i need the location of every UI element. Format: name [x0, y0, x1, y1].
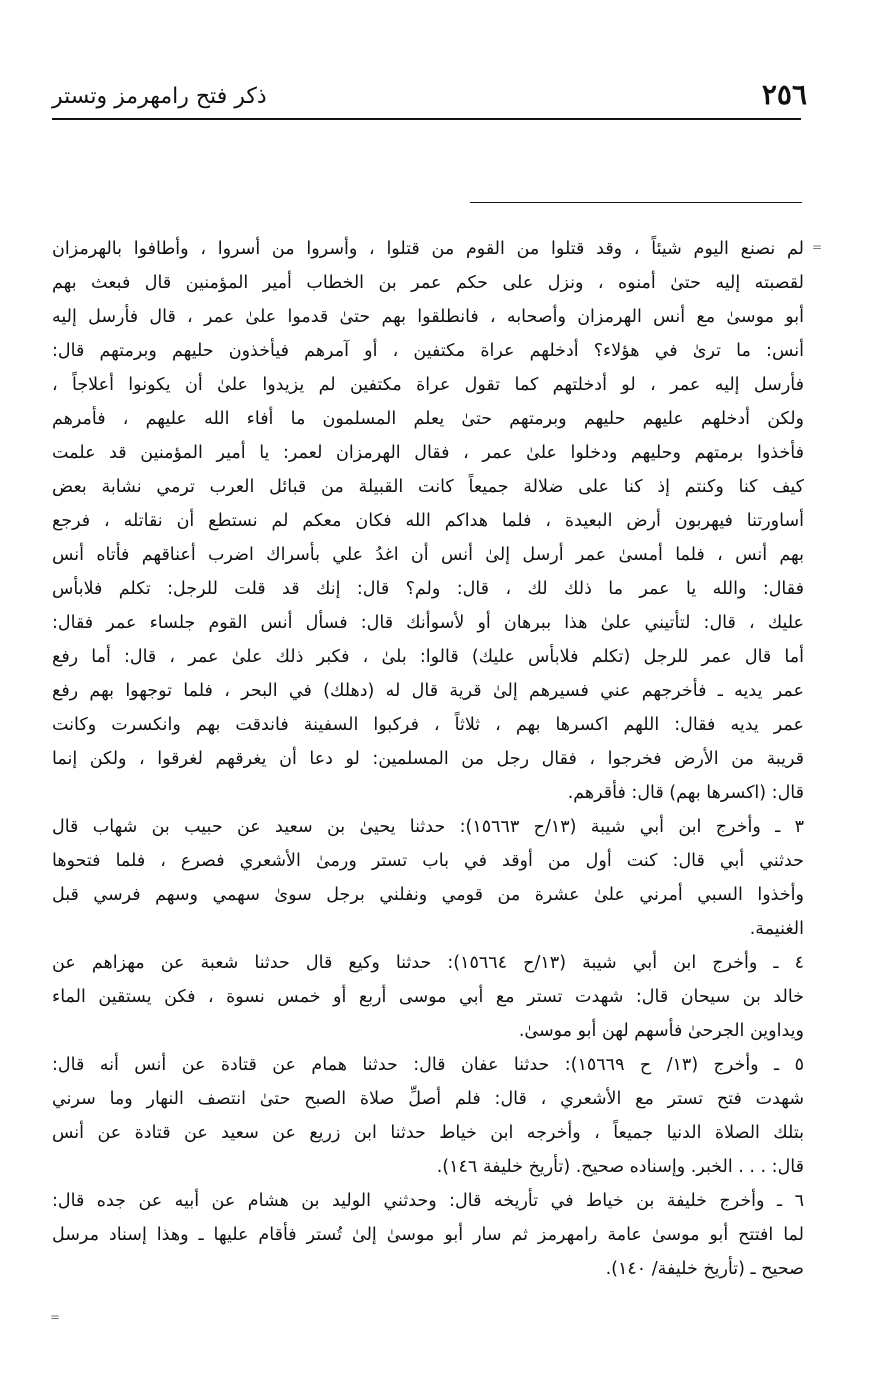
text-line: عليك ، قال: لتأتيني علىٰ هذا ببرهان أو لأسوأنك قال: فسأل أنس القوم جلساء عمر فقال: — [52, 613, 804, 633]
text-line: شهدت فتح تستر مع الأشعري ، قال: فلم أصلِّ صلاة الصبح حتىٰ انتصف النهار وما سرني — [52, 1089, 804, 1109]
text-line: أما قال عمر للرجل (تكلم فلابأس عليك) قالوا: بلىٰ ، فكبر ذلك علىٰ عمر ، قال: أما رفع — [52, 647, 804, 667]
text-line: لم نصنع اليوم شيئاً ، وقد قتلوا من القوم من قتلوا ، وأسروا من أسروا ، وأطافوا بالهرمزان — [52, 239, 804, 259]
margin-mark: = — [811, 240, 821, 254]
running-title: ذكر فتح رامهرمز وتستر — [52, 84, 267, 109]
text-line: أبو موسىٰ مع أنس الهرمزان وأصحابه ، فانطلقوا بهم حتىٰ قدموا علىٰ عمر ، قال فأرسل إليه — [52, 307, 804, 327]
text-line: ٦ ـ وأخرج خليفة بن خياط في تأريخه قال: وحدثني الوليد بن هشام عن أبيه عن جده قال: — [52, 1191, 804, 1211]
text-line: ويداوين الجرحىٰ فأسهم لهن أبو موسىٰ. — [518, 1021, 804, 1041]
text-line: قريبة من الأرض فخرجوا ، فقال رجل من المسلمين: لو دعا أن يغرقهم لغرقوا ، ولكن إنما — [52, 749, 804, 769]
text-line: لما افتتح أبو موسىٰ عامة رامهرمز ثم سار أبو موسىٰ إلىٰ تُستر فأقام عليها ـ وهذا إسناد مرسل — [52, 1225, 804, 1245]
header-divider — [52, 118, 801, 120]
text-line: أساورتنا فيهربون أرض البعيدة ، فلما هداكم الله فكان معكم لم نستطع أن نقاتله ، فرجع — [52, 511, 804, 531]
text-line: بتلك الصلاة الدنيا جميعاً ، وأخرجه ابن خياط حدثنا ابن زريع عن سعيد عن قتادة عن أنس — [52, 1123, 804, 1143]
text-line: أنس: ما ترىٰ في هؤلاء؟ أدخلهم عراة مكتفين ، أو آمرهم فيأخذون حليهم وبرمتهم قال: — [52, 341, 804, 361]
margin-mark: = — [50, 1310, 60, 1324]
text-line: خالد بن سيحان قال: شهدت تستر مع أبي موسى أربع أو خمس نسوة ، فكن يستقين الماء — [52, 987, 804, 1007]
text-line: ٤ ـ وأخرج ابن أبي شيبة (١٣/ح ١٥٦٦٤): حدثنا وكيع قال حدثنا شعبة عن مهزاهم عن — [52, 953, 804, 973]
text-line: كيف كنا وكنتم إذ كنا على ضلالة جميعاً كانت القبيلة من قبائل العرب ترمي نشابة بعض — [52, 477, 804, 497]
text-line: الغنيمة. — [749, 919, 804, 939]
text-line: بهم أنس ، فلما أمسىٰ عمر أرسل إلىٰ أنس أن اغدُ علي بأسراك اضرب أعناقهم فأتاه أنس — [52, 545, 804, 565]
text-line: صحيح ـ (تأريخ خليفة/ ١٤٠). — [605, 1259, 804, 1279]
text-line: لقصبته إليه حتىٰ أمنوه ، ونزل على حكم عمر بن الخطاب أمير المؤمنين قال فبعث بهم — [52, 273, 804, 293]
text-line: ٣ ـ وأخرج ابن أبي شيبة (١٣/ح ١٥٦٦٣): حدثنا يحيىٰ بن سعيد عن حبيب بن شهاب قال — [52, 817, 804, 837]
text-line: قال: . . . الخبر. وإسناده صحيح. (تأريخ خليفة ١٤٦). — [436, 1157, 804, 1177]
text-line: ولكن أدخلهم عليهم حليهم وبرمتهم حتىٰ يعلم المسلمون ما أفاء الله عليهم ، فأمرهم — [52, 409, 804, 429]
page-number: ٢٥٦ — [761, 78, 807, 111]
body-text — [52, 232, 804, 1286]
text-line: فأرسل إليه عمر ، لو أدخلتهم كما تقول عراة مكتفين لم يزيدوا علىٰ أن يكونوا أعلاجاً ، — [52, 375, 804, 395]
text-line: وأخذوا السبي أمرني علىٰ عشرة من قومي ونفلني برجل سوىٰ سهمي وسهم فرسي قبل — [52, 885, 804, 905]
text-line: فقال: والله يا عمر ما ذلك لك ، قال: ولم؟ قال: إنك قد قلت للرجل: تكلم فلابأس — [52, 579, 804, 599]
text-line: قال: (اكسرها بهم) قال: فأقرهم. — [567, 783, 804, 803]
text-line: عمر يديه فقال: اللهم اكسرها بهم ، ثلاثاً ، فركبوا السفينة فاندقت بهم وانكسرت وكانت — [52, 715, 804, 735]
footnote-separator — [470, 202, 802, 203]
text-line: فأخذوا برمتهم وحليهم ودخلوا علىٰ عمر ، فقال الهرمزان لعمر: يا أمير المؤمنين قد علمت — [52, 443, 804, 463]
text-line: حدثني أبي قال: كنت أول من أوقد في باب تستر ورمىٰ الأشعري فصرع ، فلما فتحوها — [52, 851, 804, 871]
text-line: ٥ ـ وأخرج (١٣/ ح ١٥٦٦٩): حدثنا عفان قال: حدثنا همام عن قتادة عن أنس أنه قال: — [52, 1055, 804, 1075]
text-line: عمر يديه ـ فأخرجهم عني فسيرهم إلىٰ قرية قال له (دهلك) في البحر ، فلما توجهوا بهم رفع — [52, 681, 804, 701]
